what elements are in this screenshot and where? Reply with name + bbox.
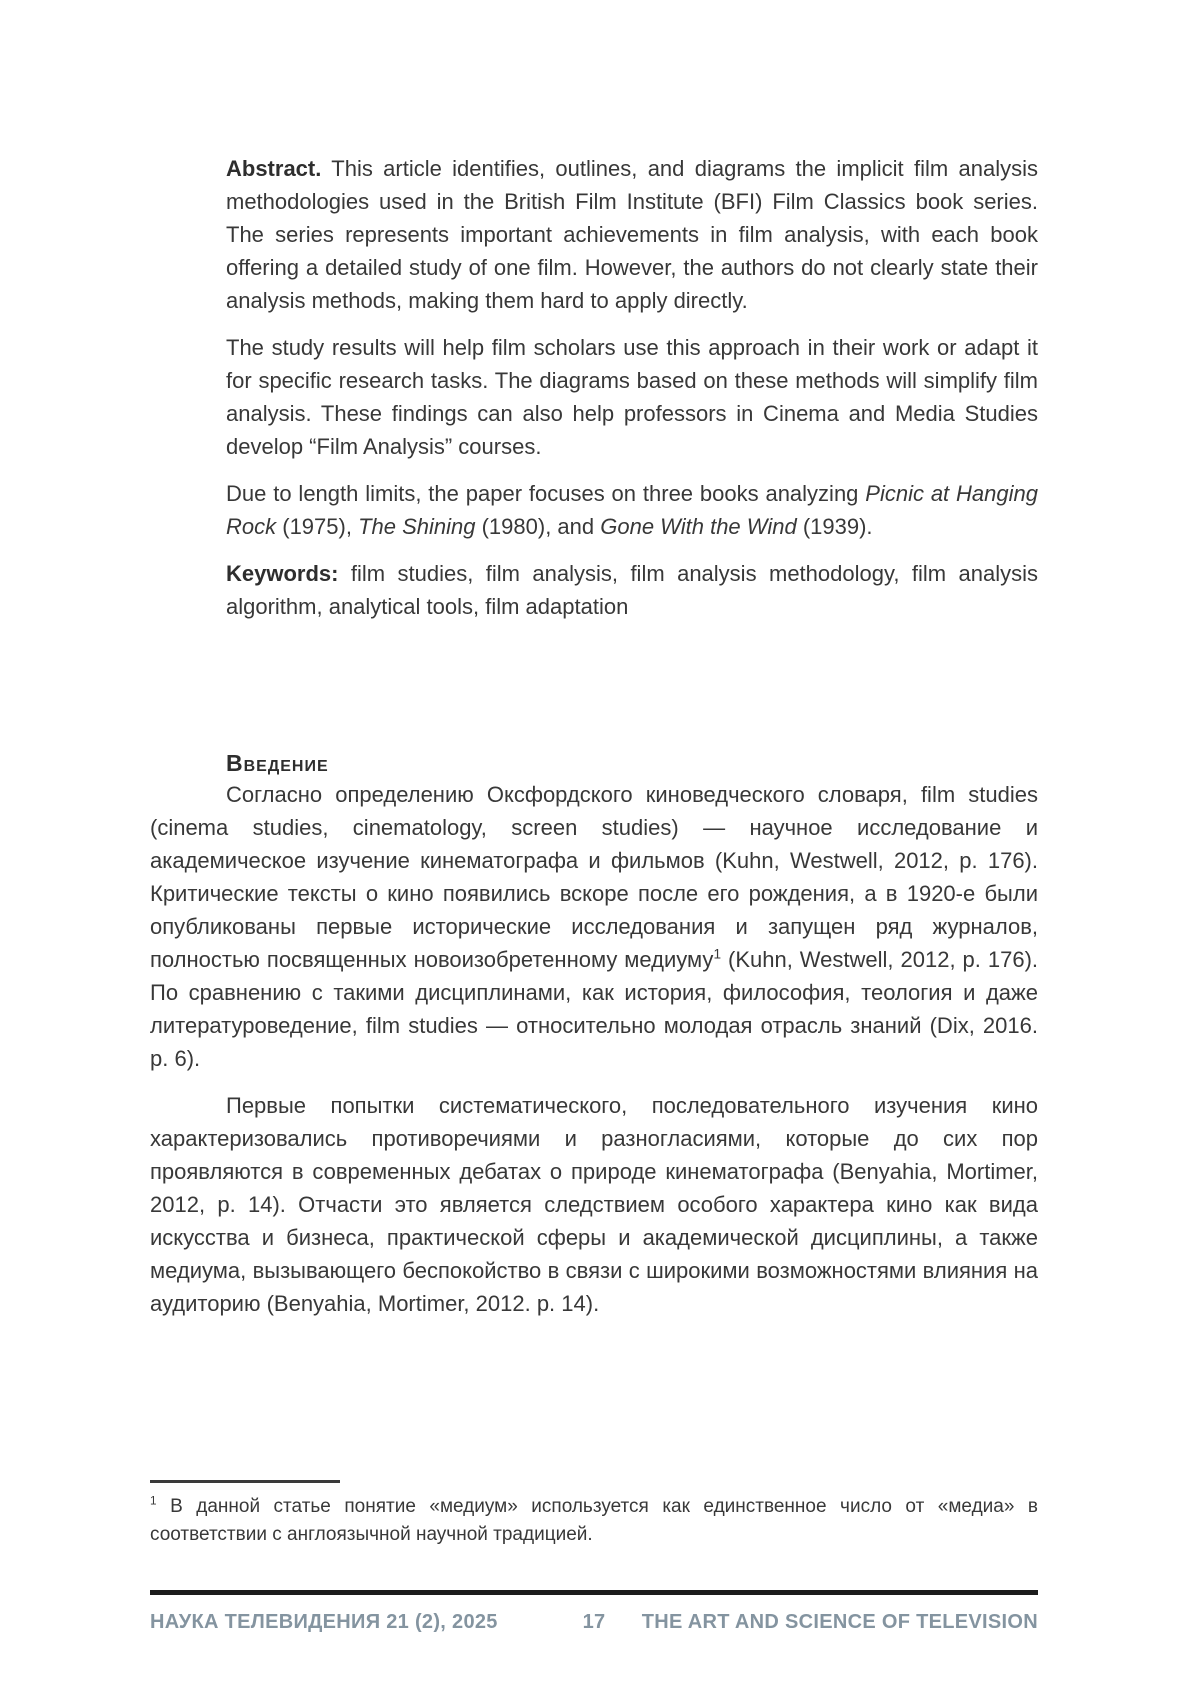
introduction-heading: Введение [226,750,329,776]
footnote-section [150,1480,1038,1549]
footer-journal-title-ru: НАУКА ТЕЛЕВИДЕНИЯ 21 (2), 2025 [150,1611,498,1633]
abstract-text-3b: (1975), [276,514,359,539]
footnote-text: В данной статье понятие «медиум» используется как единственное число от «медиа» в соответствии с англоязычной научной традицией. [150,1496,1038,1545]
footer-journal-title-en: THE ART AND SCIENCE OF TELEVISION [641,1611,1038,1633]
text-column [150,0,1038,1334]
footer-rule [150,1590,1038,1595]
introduction-paragraph-2: Первые попытки систематического, последовательного изучения кино характеризовались противоречиями и разногласиями, которые до сих пор проявляются в современных дебатах о природе кинематографа (Benyahia, Mortimer, 2012, p. 14). Отчасти это является следствием особого характера кино как вида искусства и бизнеса, практической сферы и академической дисциплины, а также медиума, вызывающего беспокойство в связи с широкими возможностями влияния на аудиторию (Benyahia, Mortimer, 2012. p. 14). [150,1093,1038,1316]
footnote-text-block [150,1493,1038,1549]
film-title-the-shining: The Shining [358,514,476,539]
introduction-text-1b: (Kuhn, Westwell, 2012, p. 176). По сравнению с такими дисциплинами, как история, философия, теология и даже литературоведение, film studies — относительно молодая отрасль знаний (Dix, 2016. p. 6). [150,947,1039,1071]
footnote-separator-rule [150,1480,340,1483]
abstract-paragraph-2: The study results will help film scholars use this approach in their work or adapt it for specific research tasks. The diagrams based on these methods will simplify film analysis. These findings can also help professors in Cinema and Media Studies develop “Film Analysis” courses. [226,335,1038,459]
abstract-label: Abstract. [226,156,322,181]
footer-page-number: 17 [582,1611,606,1633]
keywords-label: Keywords: [226,561,339,586]
film-title-picnic-at-hanging-rock: Picnic at Hanging Rock [226,481,1038,539]
abstract-text-1: This article identifies, outlines, and diagrams the implicit film analysis methodologies used in the British Film Institute (BFI) Film Classics book series. The series represents important achievements in film analysis, with each book offering a detailed study of one film. However, the authors do not clearly state their analysis methods, making them hard to apply directly. [226,156,1038,313]
footnote-marker: 1 [150,1494,157,1508]
keywords-list: film studies, film analysis, film analysis methodology, film analysis algorithm, analytical tools, film adaptation [226,561,1038,619]
footnote-reference-1: 1 [713,946,722,962]
abstract-paragraph-3 [226,477,1038,543]
keywords-paragraph [226,557,1038,623]
footer-row [150,1611,1038,1634]
abstract-text-3d: (1939). [796,514,873,539]
film-title-gone-with-the-wind: Gone With the Wind [600,514,797,539]
abstract-text-3c: (1980), and [475,514,601,539]
page-footer [150,1590,1038,1634]
abstract-section [226,152,1038,623]
introduction-text-1a: Согласно определению Оксфордского киноведческого словаря, film studies (cinema studies, cinematology, screen studies) — научное исследование и академическое изучение кинематографа и фильмов (Kuhn, Westwell, 2012, p. 176). Критические тексты о кино появились вскоре после его рождения, а в 1920-е были опубликованы первые исторические исследования и запущен ряд журналов, полностью посвященных новоизобретенному медиуму [150,782,1038,972]
introduction-paragraph-1 [150,778,1038,1075]
abstract-paragraph-1 [226,152,1038,317]
abstract-text-3a: Due to length limits, the paper focuses on three books analyzing [226,481,866,506]
